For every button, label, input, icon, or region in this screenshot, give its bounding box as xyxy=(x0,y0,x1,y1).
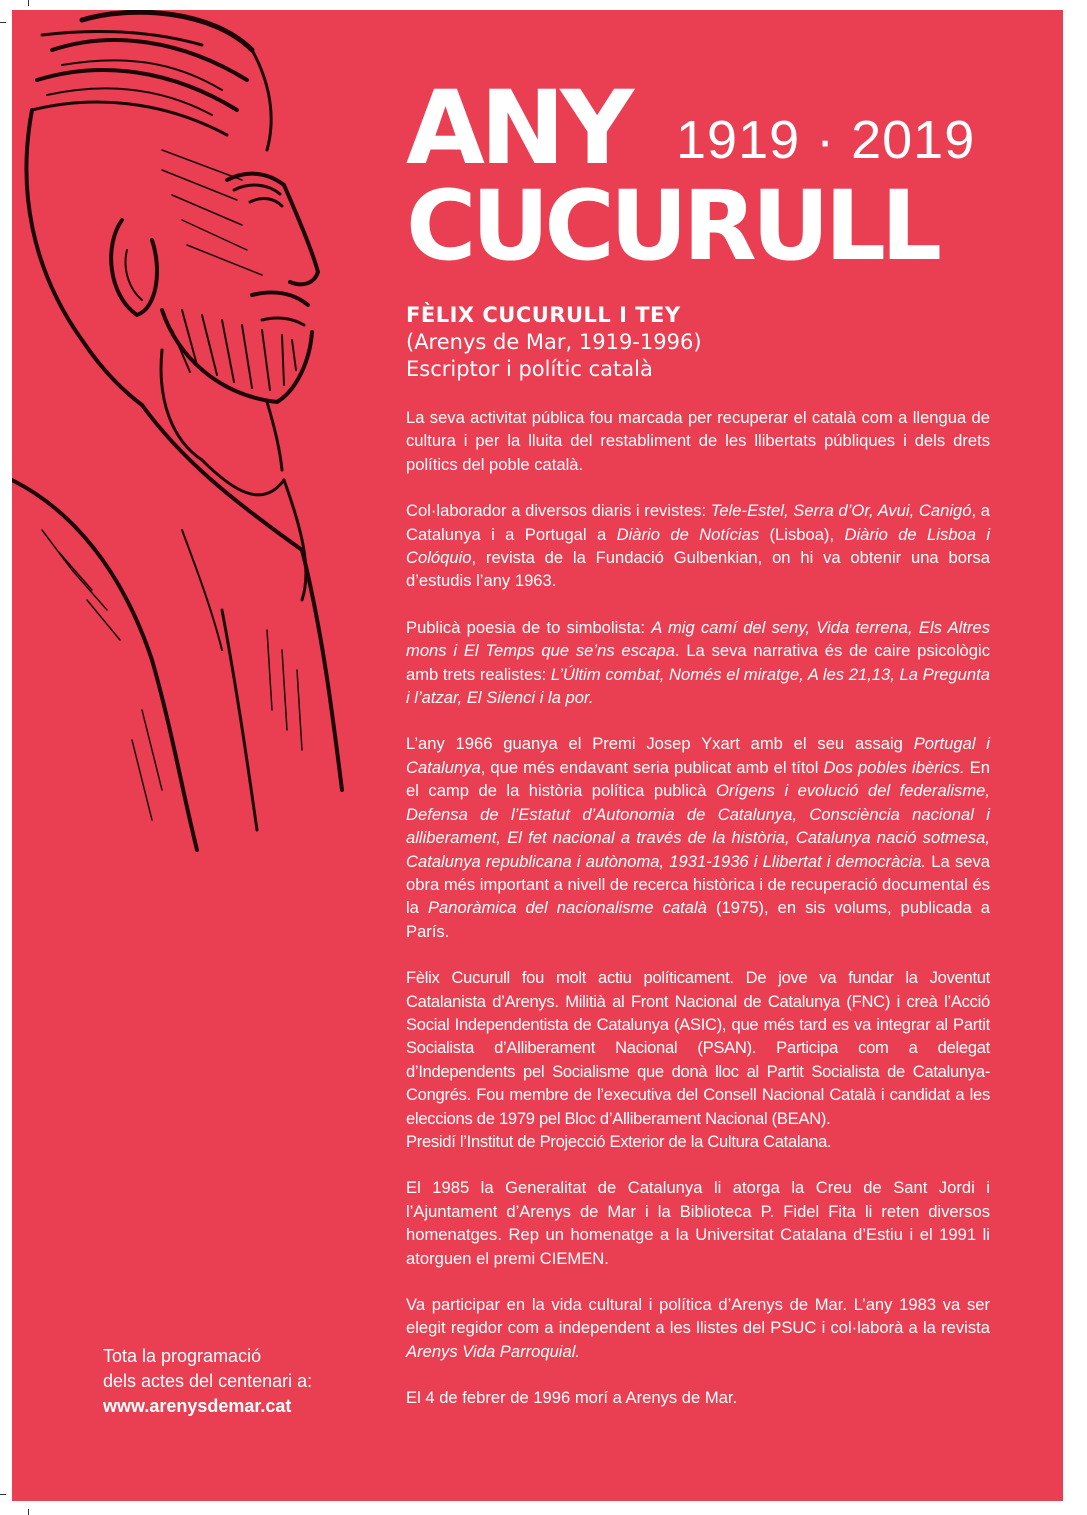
crop-mark-bottom-left xyxy=(28,1509,29,1515)
poster xyxy=(12,10,1063,1501)
crop-mark-left-top xyxy=(0,22,6,23)
person-origin: (Arenys de Mar, 1919-1996) xyxy=(406,330,702,354)
title-any: ANY xyxy=(406,69,630,188)
paragraph-politics: Fèlix Cucurull fou molt actiu políticament. De jove va fundar la Joventut Catalanista d’Arenys. Militià al Front Nacional de Catalunya (FNC) i creà l’Acció Social Independentista de Catalunya (ASIC), que més tard es va integrar al Partit Socialista d’Alliberament Nacional (PSAN). Participa com a delegat d’Independents pel Socialisme que donà lloc al Partit Socialista de Catalunya-Congrés. Fou membre de l’executiva del Consell Nacional Català i candidat a les eleccions de 1979 pel Bloc d’Alliberament Nacional (BEAN). xyxy=(406,968,990,1128)
person-role: Escriptor i polític català xyxy=(406,357,653,381)
paragraph-poetry: Publicà poesia de to simbolista: A mig camí del seny, Vida terrena, Els Altres mons i El Temps que se’ns escapa. La seva narrativa és de caire psicològic amb trets realistes: L’Últim combat, Només el miratge, A les 21,13, La Pregunta i l’atzar, El Silenci i la por. xyxy=(406,617,990,708)
paragraph-honours: El 1985 la Generalitat de Catalunya li atorga la Creu de Sant Jordi i l’Ajuntament d’Arenys de Mar i la Biblioteca P. Fidel Fita li reten diversos homenatges. Rep un homenatge a la Universitat Catalana d’Estiu i el 1991 li atorguen el premi CIEMEN. xyxy=(406,1178,990,1268)
paragraph-activity: La seva activitat pública fou marcada per recuperar el català com a llengua de cultura i per la lluita del restabliment de les llibertats públiques i dels drets polítics del poble català. xyxy=(406,408,990,474)
biography-text xyxy=(406,406,990,1433)
title-cucurull: CUCURULL xyxy=(406,170,938,282)
paragraph-essays: L’any 1966 guanya el Premi Josep Yxart amb el seu assaig Portugal i Catalunya, que més endavant seria publicat amb el títol Dos pobles ibèrics. En el camp de la història política publicà Orígens i evolució del federalisme, Defensa de l’Estatut d’Autonomia de Catalunya, Consciència nacional i alliberament, El fet nacional a través de la història, Catalunya nació sotmesa, Catalunya republicana i autònoma, 1931-1936 i Llibertat i democràcia. La seva obra més important a nivell de recerca històrica i de recuperació documental és la Panoràmica del nacionalisme català (1975), en sis volums, publicada a París. xyxy=(406,734,991,941)
crop-mark-left-bottom xyxy=(0,1494,6,1495)
program-note xyxy=(103,1344,312,1419)
title-years: 1919 · 2019 xyxy=(676,110,976,170)
crop-mark-top-left xyxy=(28,0,29,6)
paragraph-institute: Presidí l’Institut de Projecció Exterior de la Cultura Catalana. xyxy=(406,1131,832,1151)
paragraph-collaborations: Col·laborador a diversos diaris i revistes: Tele-Estel, Serra d’Or, Avui, Canigó, a Catalunya i a Portugal a Diàrio de Notícias (Lisboa), Diàrio de Lisboa i Colóquio, revista de la Fundació Gulbenkian, on hi va obtenir una borsa d’estudis l’any 1963. xyxy=(406,501,991,591)
paragraph-death: El 4 de febrer de 1996 morí a Arenys de Mar. xyxy=(406,1388,738,1408)
website-link[interactable]: www.arenysdemar.cat xyxy=(103,1396,292,1416)
portrait-illustration xyxy=(12,10,432,910)
paragraph-local: Va participar en la vida cultural i política d’Arenys de Mar. L’any 1983 va ser elegit regidor com a independent a les llistes del PSUC i col·laborà a la revista Arenys Vida Parroquial. xyxy=(406,1295,990,1361)
person-name: FÈLIX CUCURULL I TEY xyxy=(406,303,681,327)
subheader xyxy=(406,302,702,383)
program-note-line2: dels actes del centenari a: xyxy=(103,1371,313,1391)
program-note-line1: Tota la programació xyxy=(103,1346,262,1366)
